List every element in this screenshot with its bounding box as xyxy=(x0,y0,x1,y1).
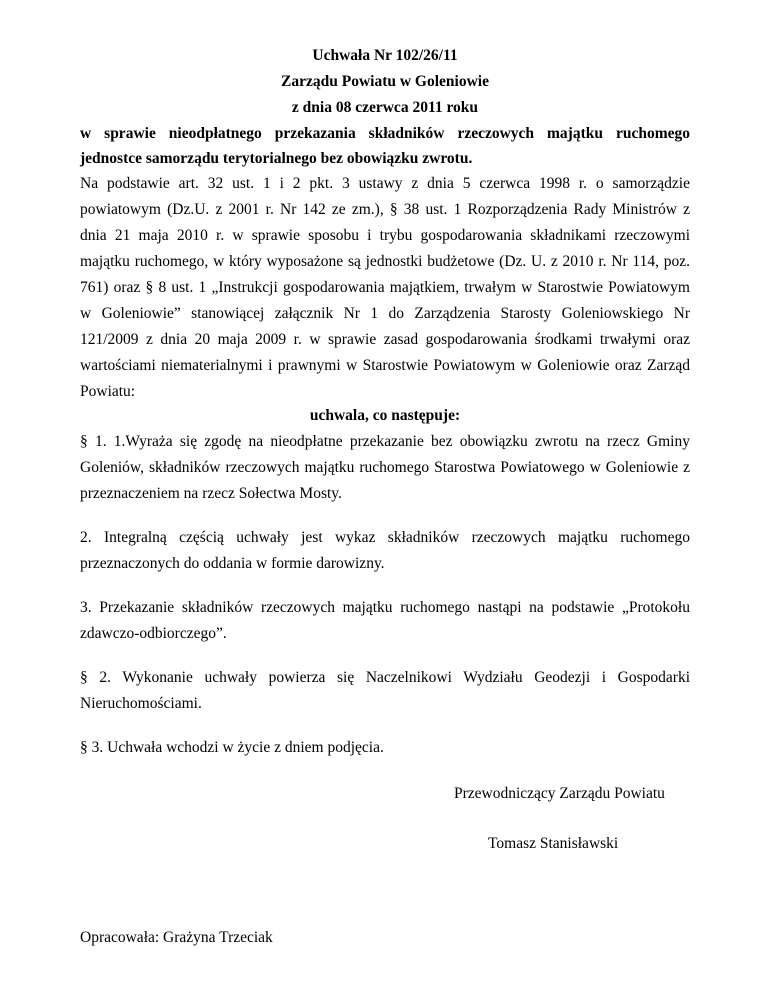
preamble-line: w Goleniowie” stanowiącej załącznik Nr 1 do Zarządzenia Starosty Goleniowskiego Nr xyxy=(80,305,690,322)
subject-line-2: jednostce samorządu terytorialnego bez obowiązku zwrotu. xyxy=(80,150,473,167)
issuing-body: Zarządu Powiatu w Goleniowie xyxy=(281,73,489,90)
section-1-paragraph-2-line: przeznaczonych do oddania w formie darowizny. xyxy=(80,555,385,572)
preamble-line: Na podstawie art. 32 ust. 1 i 2 pkt. 3 ustawy z dnia 5 czerwca 1998 r. o samorządzie xyxy=(80,175,690,192)
section-1-paragraph-2-line: 2. Integralną częścią uchwały jest wykaz składników rzeczowych majątku ruchomego xyxy=(80,529,690,546)
section-1-paragraph-1-line: przeznaczeniem na rzecz Sołectwa Mosty. xyxy=(80,485,342,502)
section-3: § 3. Uchwała wchodzi w życie z dniem podjęcia. xyxy=(80,739,384,756)
resolution-number: Uchwała Nr 102/26/11 xyxy=(312,47,458,64)
document-page xyxy=(80,0,690,994)
preamble-line: majątku ruchomego, w który wyposażone są jednostki budżetowe (Dz. U. z 2010 r. Nr 114, poz. xyxy=(80,253,690,270)
resolves-heading: uchwala, co następuje: xyxy=(309,407,461,424)
section-1-paragraph-3-line: zdawczo-odbiorczego”. xyxy=(80,625,227,642)
preamble-line: 761) oraz § 8 ust. 1 „Instrukcji gospodarowania majątkiem, trwałym w Starostwie Powiatowym xyxy=(80,279,690,296)
preamble-line: Powiatu: xyxy=(80,383,136,400)
section-2-line: Nieruchomościami. xyxy=(80,695,202,712)
section-1-paragraph-1-line: Goleniów, składników rzeczowych majątku ruchomego Starostwa Powiatowego w Goleniowie z xyxy=(80,459,690,476)
preamble-line: wartościami niematerialnymi i prawnymi w Starostwie Powiatowym w Goleniowie oraz Zarząd xyxy=(80,357,690,374)
section-2-line: § 2. Wykonanie uchwały powierza się Naczelnikowi Wydziału Geodezji i Gospodarki xyxy=(80,669,690,686)
section-1-paragraph-1-line: § 1. 1.Wyraża się zgodę na nieodpłatne przekazanie bez obowiązku zwrotu na rzecz Gminy xyxy=(80,433,690,450)
prepared-by: Opracowała: Grażyna Trzeciak xyxy=(80,929,273,946)
preamble-line: powiatowym (Dz.U. z 2001 r. Nr 142 ze zm.), § 38 ust. 1 Rozporządzenia Rady Ministrów z xyxy=(80,201,690,218)
section-1-paragraph-3-line: 3. Przekazanie składników rzeczowych majątku ruchomego nastąpi na podstawie „Protokołu xyxy=(80,599,690,616)
signature-name: Tomasz Stanisławski xyxy=(488,835,619,852)
signature-title: Przewodniczący Zarządu Powiatu xyxy=(454,785,665,802)
preamble-line: dnia 21 maja 2010 r. w sprawie sposobu i trybu gospodarowania składnikami rzeczowymi xyxy=(80,227,690,244)
subject-line-1: w sprawie nieodpłatnego przekazania składników rzeczowych majątku ruchomego xyxy=(80,125,690,142)
resolution-date: z dnia 08 czerwca 2011 roku xyxy=(291,99,479,116)
preamble-line: 121/2009 z dnia 20 maja 2009 r. w sprawie zasad gospodarowania środkami trwałymi oraz xyxy=(80,331,690,348)
